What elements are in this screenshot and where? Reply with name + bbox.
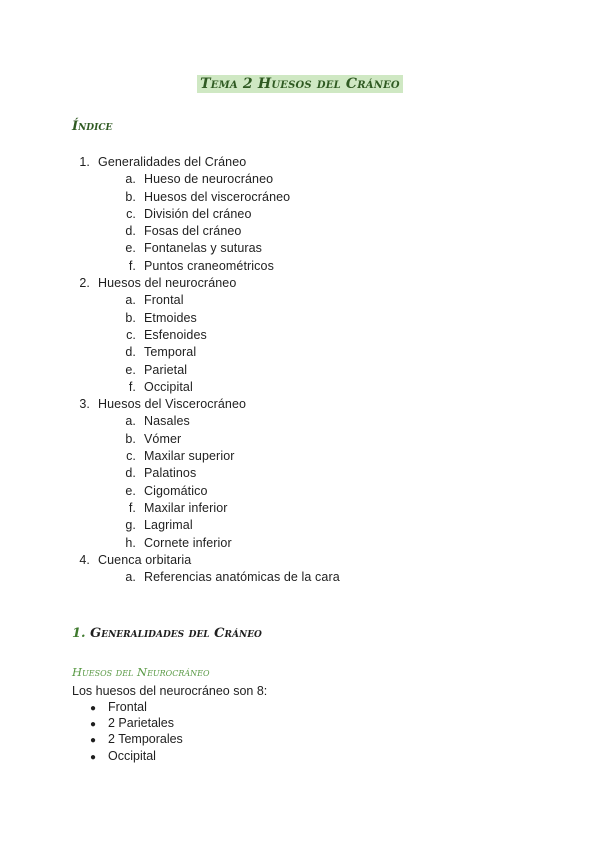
toc-item bbox=[0, 275, 600, 292]
toc-subitem bbox=[0, 465, 600, 482]
toc-item-label: Huesos del Viscerocráneo bbox=[98, 397, 247, 412]
toc-subitem-label: Temporal bbox=[144, 345, 197, 360]
toc-subitem-label: Puntos craneométricos bbox=[144, 258, 274, 273]
toc-subitem-label: Cornete inferior bbox=[144, 535, 232, 550]
toc-subitem bbox=[0, 535, 600, 552]
toc-subitem-letter: d. bbox=[125, 466, 136, 481]
list-item-label: Occipital bbox=[108, 748, 156, 763]
toc-item-label: Cuenca orbitaria bbox=[98, 552, 192, 567]
subsection-title: Huesos del Neurocráneo bbox=[72, 665, 210, 679]
toc-subitem bbox=[0, 431, 600, 448]
toc-subitem-letter: f. bbox=[128, 258, 136, 273]
toc-subitem-letter: f. bbox=[128, 379, 136, 394]
toc-subitem-letter: c. bbox=[126, 449, 136, 464]
toc-subitem-letter: g. bbox=[125, 518, 136, 533]
toc-subitem bbox=[0, 292, 600, 309]
toc-subitem-label: Fontanelas y suturas bbox=[144, 241, 263, 256]
section-1-title-text: Generalidades del Cráneo bbox=[90, 626, 262, 641]
toc-subitem bbox=[0, 189, 600, 206]
toc-subitem bbox=[0, 223, 600, 240]
bullet-dot-icon: ● bbox=[90, 735, 97, 747]
toc-subitem-letter: e. bbox=[125, 362, 136, 377]
toc-subitem-label: Huesos del viscerocráneo bbox=[144, 189, 291, 204]
toc-subitem bbox=[0, 327, 600, 344]
toc-subitem bbox=[0, 171, 600, 188]
toc-subitem bbox=[0, 344, 600, 361]
list-item bbox=[0, 715, 183, 731]
toc-subitem-label: Palatinos bbox=[144, 466, 197, 481]
bullet-dot-icon: ● bbox=[90, 751, 97, 763]
toc-item-number: 3. bbox=[79, 397, 90, 412]
section-1-title bbox=[72, 626, 262, 641]
toc-subitem bbox=[0, 258, 600, 275]
toc-subitem-label: Esfenoides bbox=[144, 327, 207, 342]
toc-subitem-letter: e. bbox=[125, 241, 136, 256]
toc-subitem bbox=[0, 310, 600, 327]
toc-subitem bbox=[0, 413, 600, 430]
toc-subitem-letter: a. bbox=[125, 414, 136, 429]
toc-subitem bbox=[0, 240, 600, 257]
toc-subitem-label: Etmoides bbox=[144, 310, 197, 325]
toc-item bbox=[0, 552, 600, 569]
toc-subitem bbox=[0, 206, 600, 223]
list-item-label: 2 Parietales bbox=[108, 716, 175, 731]
toc-subitem-label: Frontal bbox=[144, 293, 184, 308]
toc-item-label: Generalidades del Cráneo bbox=[98, 155, 247, 169]
toc-subitem-label: Maxilar superior bbox=[144, 449, 235, 464]
toc-subitem-letter: b. bbox=[125, 431, 136, 446]
toc-subitem-letter: a. bbox=[125, 293, 136, 308]
table-of-contents bbox=[0, 154, 600, 586]
list-item-label: Frontal bbox=[108, 700, 147, 714]
toc-subitem-letter: h. bbox=[125, 535, 136, 550]
toc-subitem-label: Maxilar inferior bbox=[144, 500, 228, 515]
toc-subitem-letter: a. bbox=[125, 570, 136, 585]
toc-subitem bbox=[0, 448, 600, 465]
toc-subitem-label: Nasales bbox=[144, 414, 190, 429]
toc-subitem-label: Vómer bbox=[144, 431, 182, 446]
toc-subitem-label: Hueso de neurocráneo bbox=[144, 172, 274, 187]
toc-subitem-label: Parietal bbox=[144, 362, 188, 377]
section-1-number: 1. bbox=[72, 626, 86, 641]
list-item bbox=[0, 699, 183, 715]
toc-subitem bbox=[0, 379, 600, 396]
toc-subitem-letter: d. bbox=[125, 224, 136, 239]
toc-subitem-label: Cigomático bbox=[144, 483, 208, 498]
toc-subitem-label: Lagrimal bbox=[144, 518, 193, 533]
toc-item-number: 4. bbox=[79, 552, 90, 567]
toc-subitem bbox=[0, 362, 600, 379]
intro-paragraph: Los huesos del neurocráneo son 8: bbox=[72, 684, 268, 698]
toc-subitem-letter: e. bbox=[125, 483, 136, 498]
document-title: Tema 2 Huesos del Cráneo bbox=[197, 75, 403, 93]
toc-item-label: Huesos del neurocráneo bbox=[98, 276, 237, 291]
bullet-dot-icon: ● bbox=[90, 719, 97, 731]
toc-subitem-label: Fosas del cráneo bbox=[144, 224, 242, 239]
bullet-dot-icon: ● bbox=[90, 703, 97, 714]
toc-subitem-letter: b. bbox=[125, 189, 136, 204]
toc-subitem-label: Occipital bbox=[144, 379, 193, 394]
list-item bbox=[0, 731, 183, 747]
toc-subitem-letter: a. bbox=[125, 172, 136, 187]
title-wrap bbox=[0, 75, 600, 93]
list-item bbox=[0, 748, 183, 764]
bullet-list bbox=[0, 699, 183, 764]
toc-item bbox=[0, 396, 600, 413]
toc-subitem bbox=[0, 569, 600, 586]
toc-subitem bbox=[0, 483, 600, 500]
toc-subitem-letter: d. bbox=[125, 345, 136, 360]
toc-subitem-letter: b. bbox=[125, 310, 136, 325]
list-item-label: 2 Temporales bbox=[108, 732, 183, 747]
toc-subitem-letter: c. bbox=[126, 327, 136, 342]
toc-subitem bbox=[0, 500, 600, 517]
toc-item-number: 1. bbox=[79, 155, 90, 169]
toc-subitem-letter: c. bbox=[126, 206, 136, 221]
index-heading: Índice bbox=[72, 119, 113, 134]
toc-subitem-letter: f. bbox=[128, 500, 136, 515]
toc-subitem bbox=[0, 517, 600, 534]
toc-subitem-label: División del cráneo bbox=[144, 206, 252, 221]
toc-item-number: 2. bbox=[79, 276, 90, 291]
toc-subitem-label: Referencias anatómicas de la cara bbox=[144, 570, 340, 585]
toc-item bbox=[0, 154, 600, 171]
